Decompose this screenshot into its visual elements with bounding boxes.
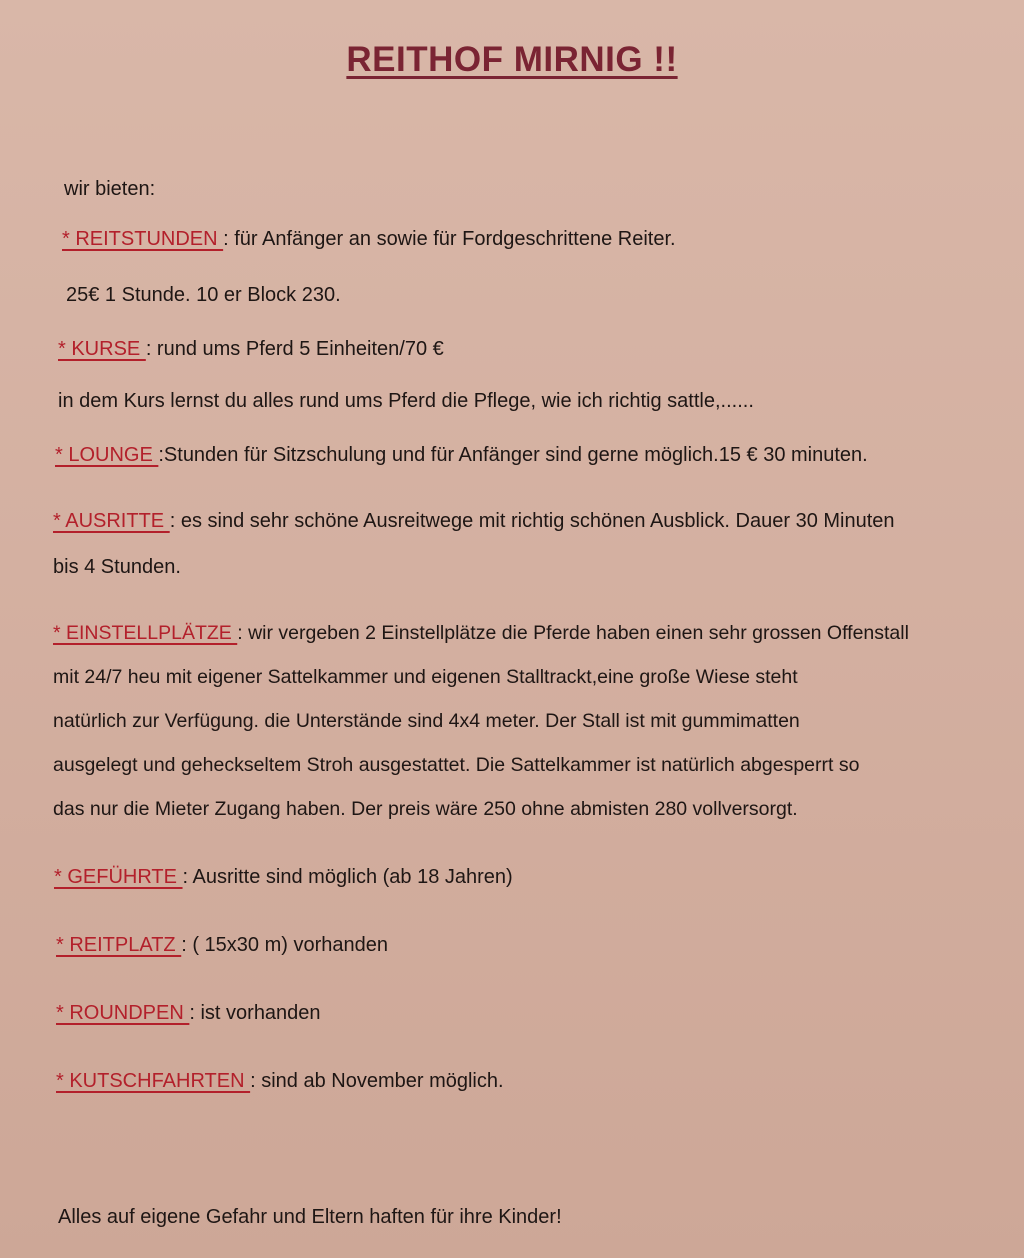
einstellplaetze-line: das nur die Mieter Zugang haben. Der preis wäre 250 ohne abmisten 280 vollversorgt.: [53, 798, 798, 820]
offer-label: * KUTSCHFAHRTEN: [56, 1070, 251, 1092]
offer-roundpen: [56, 1000, 321, 1026]
offer-lounge: [55, 442, 868, 468]
page-title: REITHOF MIRNIG !!: [346, 40, 678, 79]
offer-ausritte: [53, 508, 895, 534]
offer-text: : Ausritte sind möglich (ab 18 Jahren): [182, 866, 513, 888]
offer-text: : ( 15x30 m) vorhanden: [181, 934, 388, 956]
kurse-detail: in dem Kurs lernst du alles rund ums Pferd die Pflege, wie ich richtig sattle,......: [58, 390, 754, 412]
offer-label: * EINSTELLPLÄTZE: [53, 622, 238, 644]
offer-label: * LOUNGE: [55, 444, 159, 466]
offer-label: * AUSRITTE: [53, 510, 170, 532]
offer-text: : wir vergeben 2 Einstellplätze die Pferde haben einen sehr grossen Offenstall: [237, 622, 909, 644]
offer-label: * REITPLATZ: [56, 934, 182, 956]
offer-einstellplaetze: [53, 620, 909, 646]
offer-text: : ist vorhanden: [189, 1002, 321, 1024]
offer-text: : sind ab November möglich.: [250, 1070, 504, 1092]
offer-text: : für Anfänger an sowie für Fordgeschrittene Reiter.: [223, 228, 676, 250]
offer-text: :Stunden für Sitzschulung und für Anfänger sind gerne möglich.15 € 30 minuten.: [158, 444, 868, 466]
offer-text: : es sind sehr schöne Ausreitwege mit richtig schönen Ausblick. Dauer 30 Minuten: [169, 510, 895, 532]
einstellplaetze-line: natürlich zur Verfügung. die Unterstände sind 4x4 meter. Der Stall ist mit gummimatten: [53, 710, 800, 732]
einstellplaetze-line: mit 24/7 heu mit eigener Sattelkammer und eigenen Stalltrackt,eine große Wiese steht: [53, 666, 798, 688]
offer-reitstunden: [62, 226, 676, 252]
footer-disclaimer: Alles auf eigene Gefahr und Eltern haften für ihre Kinder!: [58, 1206, 562, 1228]
einstellplaetze-line: ausgelegt und geheckseltem Stroh ausgestattet. Die Sattelkammer ist natürlich abgesperrt so: [53, 754, 860, 776]
offer-text: : rund ums Pferd 5 Einheiten/70 €: [145, 338, 444, 360]
page-title-wrapper: [0, 40, 1024, 80]
ausritte-text-continued: bis 4 Stunden.: [53, 556, 181, 578]
offer-kurse: [58, 336, 444, 362]
offer-label: * REITSTUNDEN: [62, 228, 224, 250]
intro-text: wir bieten:: [64, 178, 156, 200]
offer-label: * GEFÜHRTE: [54, 866, 183, 888]
offer-label: * ROUNDPEN: [56, 1002, 190, 1024]
reitstunden-price: 25€ 1 Stunde. 10 er Block 230.: [66, 284, 341, 306]
offer-label: * KURSE: [58, 338, 146, 360]
offer-kutschfahrten: [56, 1068, 504, 1094]
offer-gefuehrte: [54, 864, 513, 890]
offer-reitplatz: [56, 932, 388, 958]
